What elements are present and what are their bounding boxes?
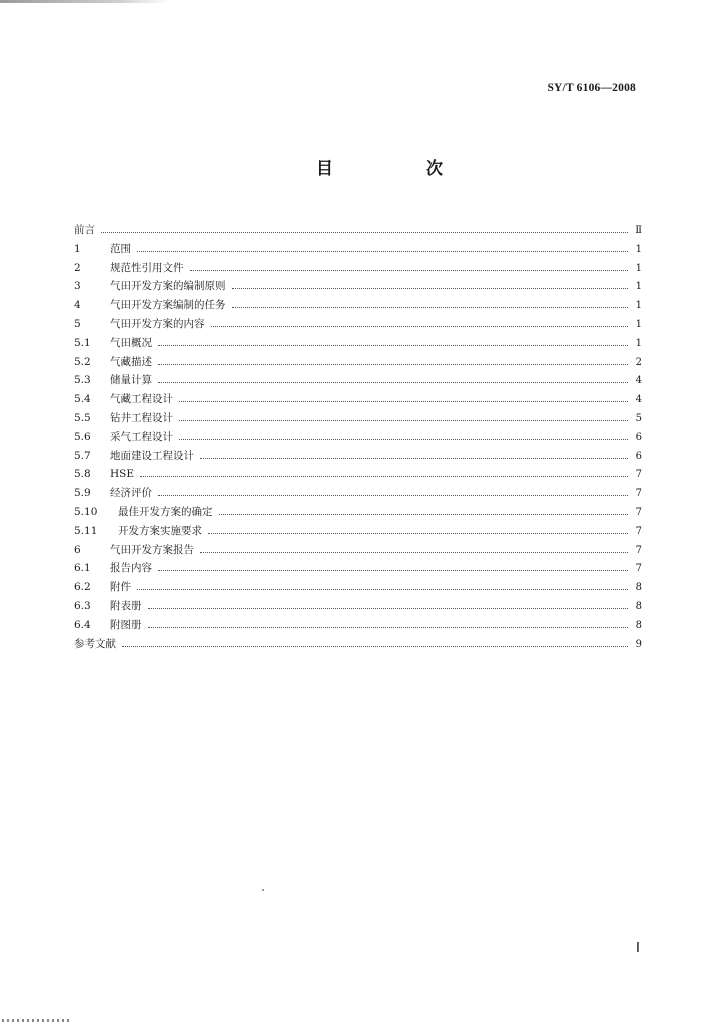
toc-entry-title: 报告内容 — [110, 562, 152, 575]
toc-entry-number: 5.9 — [74, 487, 91, 500]
toc-entry — [74, 559, 642, 578]
dot-leader — [179, 419, 628, 421]
toc-entry-number: 5.7 — [74, 449, 91, 462]
toc-entry-title: 范围 — [110, 242, 131, 255]
toc-entry — [74, 315, 642, 334]
dot-leader — [200, 551, 628, 553]
toc-entry — [74, 465, 642, 484]
toc-entry-number: 5.5 — [74, 411, 91, 424]
toc-entry — [74, 334, 642, 353]
toc-entry-number: 1 — [74, 242, 81, 255]
dot-leader — [158, 363, 628, 365]
toc-entry — [74, 371, 642, 390]
toc-entry-number: 3 — [74, 280, 81, 293]
toc-entry-page: 7 — [635, 525, 642, 537]
toc-entry-page: 4 — [635, 394, 642, 406]
toc-entry-title: 参考文献 — [74, 637, 116, 650]
dot-leader — [179, 400, 628, 402]
toc-entry — [74, 616, 642, 635]
page-number: Ⅰ — [635, 941, 640, 956]
toc-entry-number: 5.4 — [74, 393, 91, 406]
toc-entry-page: 8 — [635, 582, 642, 594]
toc-entry-number: 5.6 — [74, 430, 91, 443]
dot-leader — [158, 344, 628, 346]
toc-entry — [74, 578, 642, 597]
toc-entry — [74, 259, 642, 278]
toc-entry-title: 开发方案实施要求 — [118, 524, 202, 537]
toc-entry-page: 1 — [635, 243, 642, 255]
toc-entry-page: 2 — [635, 356, 642, 368]
toc-entry-number: 5.3 — [74, 374, 91, 387]
toc-entry-title: 气藏工程设计 — [110, 393, 173, 406]
toc-entry-number: 5.11 — [74, 524, 98, 537]
dot-leader — [122, 645, 628, 647]
toc-entry-number: 5.1 — [74, 336, 91, 349]
table-of-contents — [74, 221, 642, 653]
dot-leader — [208, 532, 628, 534]
toc-entry — [74, 353, 642, 372]
dot-leader — [148, 626, 629, 628]
dot-leader — [137, 588, 628, 590]
toc-entry — [74, 240, 642, 259]
toc-entry — [74, 409, 642, 428]
toc-entry-title: 附件 — [110, 581, 131, 594]
dot-leader — [158, 569, 628, 571]
scan-speck — [262, 889, 264, 891]
toc-entry-number: 6.2 — [74, 581, 91, 594]
toc-entry-page: 7 — [635, 563, 642, 575]
dot-leader — [101, 231, 628, 233]
toc-entry-page: 4 — [635, 375, 642, 387]
toc-entry-number: 4 — [74, 299, 81, 312]
toc-entry-title: 地面建设工程设计 — [110, 449, 194, 462]
dot-leader — [148, 607, 629, 609]
toc-entry — [74, 503, 642, 522]
toc-entry-page: 7 — [635, 506, 642, 518]
toc-entry-page: 5 — [635, 412, 642, 424]
dot-leader — [232, 287, 629, 289]
toc-entry-number: 2 — [74, 261, 81, 274]
scan-edge-artifact — [0, 0, 170, 3]
toc-entry-title: HSE — [110, 468, 135, 481]
toc-entry — [74, 522, 642, 541]
toc-entry-page: 8 — [635, 600, 642, 612]
toc-entry-title: 最佳开发方案的确定 — [118, 505, 213, 518]
toc-entry-number: 6.4 — [74, 618, 91, 631]
toc-entry-title: 气田开发方案编制的任务 — [110, 299, 226, 312]
toc-entry-title: 钻井工程设计 — [110, 411, 173, 424]
dot-leader — [179, 438, 628, 440]
dot-leader — [158, 494, 628, 496]
dot-leader — [158, 381, 628, 383]
toc-entry-page: 1 — [635, 281, 642, 293]
toc-entry — [74, 635, 642, 654]
toc-entry — [74, 277, 642, 296]
dot-leader — [200, 457, 628, 459]
toc-entry-title: 气田开发方案的内容 — [110, 317, 205, 330]
toc-entry-number: 5.8 — [74, 468, 91, 481]
toc-entry-title: 气田概况 — [110, 336, 152, 349]
toc-entry-number: 6 — [74, 543, 81, 556]
toc-entry-page: 7 — [635, 488, 642, 500]
toc-entry-title: 气田开发方案报告 — [110, 543, 194, 556]
toc-entry-page: Ⅱ — [635, 225, 642, 236]
dot-leader — [232, 306, 629, 308]
toc-entry-number: 5.10 — [74, 505, 98, 518]
toc-entry-number: 6.1 — [74, 562, 91, 575]
toc-entry-title: 规范性引用文件 — [110, 261, 184, 274]
toc-entry-page: 8 — [635, 619, 642, 631]
toc-title: 目 次 — [316, 159, 481, 179]
toc-entry-title: 气田开发方案的编制原则 — [110, 280, 226, 293]
toc-entry — [74, 541, 642, 560]
toc-entry-title: 采气工程设计 — [110, 430, 173, 443]
toc-entry — [74, 390, 642, 409]
toc-entry — [74, 221, 642, 240]
toc-entry — [74, 484, 642, 503]
toc-entry-page: 6 — [635, 431, 642, 443]
dot-leader — [190, 269, 629, 271]
toc-entry-title: 前言 — [74, 224, 95, 236]
dot-leader — [137, 250, 628, 252]
toc-entry-title: 附表册 — [110, 599, 142, 612]
toc-entry-title: 附图册 — [110, 618, 142, 631]
toc-entry-title: 经济评价 — [110, 487, 152, 500]
toc-entry-title: 气藏描述 — [110, 355, 152, 368]
toc-entry — [74, 296, 642, 315]
standard-code: SY/T 6106—2008 — [547, 82, 636, 94]
scan-edge-artifact-bottom — [2, 1019, 72, 1022]
toc-entry-number: 5.2 — [74, 355, 91, 368]
toc-entry-page: 1 — [635, 300, 642, 312]
toc-entry — [74, 597, 642, 616]
dot-leader — [219, 513, 629, 515]
toc-entry-title: 储量计算 — [110, 374, 152, 387]
toc-entry-number: 5 — [74, 317, 81, 330]
toc-entry-page: 1 — [635, 337, 642, 349]
toc-entry-page: 1 — [635, 318, 642, 330]
toc-entry — [74, 447, 642, 466]
toc-entry-page: 9 — [635, 638, 642, 650]
toc-entry-page: 7 — [635, 469, 642, 481]
dot-leader — [211, 325, 629, 327]
toc-entry-page: 1 — [635, 262, 642, 274]
toc-entry — [74, 428, 642, 447]
dot-leader — [140, 475, 628, 477]
toc-entry-number: 6.3 — [74, 599, 91, 612]
toc-entry-page: 7 — [635, 544, 642, 556]
toc-entry-page: 6 — [635, 450, 642, 462]
